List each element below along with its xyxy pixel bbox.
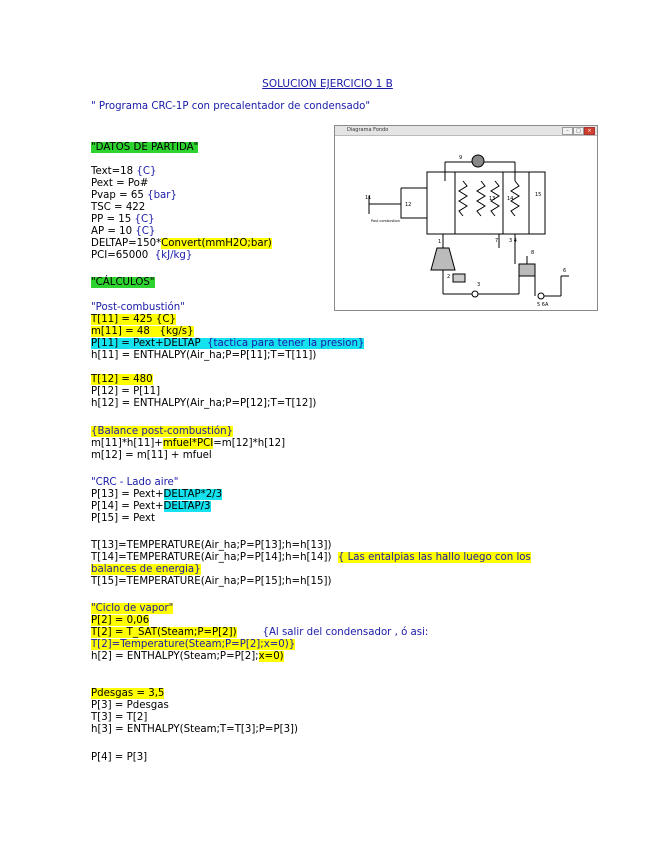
deltap-convert: Convert(mmH2O;bar) [161, 238, 272, 249]
p13-b: DELTAP*2/3 [163, 489, 223, 500]
line-t13: T[13]=TEMPERATURE(Air_ha;P=P[13];h=h[13]) [91, 540, 332, 551]
t2-comment: {Al salir del condensador , ó asi: [236, 627, 429, 638]
pvap-value: Pvap = 65 [91, 190, 148, 201]
balance-text: {Balance post-combustión} [91, 426, 234, 437]
line-h11: h[11] = ENTHALPY(Air_ha;P=P[11];T=T[11]) [91, 350, 317, 361]
calculos-heading: "CÁLCULOS" [91, 277, 155, 288]
t2-text: T[2] = T_SAT(Steam;P=P[2]) [91, 627, 237, 638]
label-34: 3 4 [509, 238, 517, 244]
line-m11 [91, 326, 194, 338]
p13-a: P[13] = Pext+ [91, 489, 164, 500]
line-t2-alt [91, 639, 295, 651]
t11-text: T[11] = 425 {C} [91, 314, 176, 325]
label-11: 11 [365, 195, 372, 201]
p14-a: P[14] = Pext+ [91, 501, 164, 512]
label-9: 9 [459, 155, 463, 161]
m11-text: m[11] = 48 {kg/s} [91, 326, 194, 337]
h2-a: h[2] = ENTHALPY(Steam;P=P[2]; [91, 651, 259, 662]
line-p4: P[4] = P[3] [91, 752, 148, 763]
section-calculos [91, 277, 155, 289]
text-value: Text=18 [91, 166, 137, 177]
pci-unit: {kJ/kg} [154, 250, 193, 261]
label-12: 12 [405, 202, 412, 208]
t14-comment-cont: balances de energia} [91, 564, 201, 575]
line-p15: P[15] = Pext [91, 513, 155, 524]
pdesgas-text: Pdesgas = 3,5 [91, 688, 165, 699]
p11-comment: {tactica para tener la presion} [207, 338, 365, 349]
h2-b: x=0) [258, 651, 284, 662]
ap-value: AP = 10 [91, 226, 136, 237]
label-13: 13 [489, 196, 496, 202]
line-pci [91, 250, 192, 262]
cycle-schematic [335, 136, 597, 311]
line-p13 [91, 489, 222, 501]
line-h12: h[12] = ENTHALPY(Air_ha;P=P[12];T=T[12]) [91, 398, 317, 409]
line-pp [91, 214, 155, 226]
ciclo-text: "Ciclo de vapor" [91, 603, 174, 614]
document-title: SOLUCION EJERCICIO 1 B [262, 78, 393, 90]
line-h2 [91, 651, 284, 663]
ap-unit: {C} [135, 226, 156, 237]
pp-unit: {C} [134, 214, 155, 225]
close-icon[interactable]: × [584, 127, 595, 135]
balance-fuel: mfuel*PCI [162, 438, 214, 449]
line-t15: T[15]=TEMPERATURE(Air_ha;P=P[15];h=h[15]) [91, 576, 332, 587]
balance-c: =m[12]*h[12] [213, 438, 286, 449]
t12-text: T[12] = 480 [91, 374, 153, 385]
pci-value: PCI=65000 [91, 250, 155, 261]
program-comment: " Programa CRC-1P con precalentador de condensado" [91, 101, 371, 112]
minimize-icon[interactable]: – [562, 127, 573, 135]
pvap-unit: {bar} [147, 190, 177, 201]
line-deltap [91, 238, 272, 250]
comment-crc: "CRC - Lado aire" [91, 477, 179, 488]
label-7: 7 [495, 238, 499, 244]
balance-a: m[11]*h[11]+ [91, 438, 163, 449]
comment-post: "Post-combustión" [91, 302, 185, 313]
maximize-icon[interactable]: □ [573, 127, 584, 135]
label-8: 8 [531, 250, 535, 256]
label-6: 6 [563, 268, 567, 274]
comment-balance [91, 426, 233, 438]
datos-heading: "DATOS DE PARTIDA" [91, 142, 199, 153]
diagram-window-title: Diagrama Fondo [347, 127, 389, 133]
line-t14 [91, 552, 531, 564]
line-ap [91, 226, 155, 238]
line-pvap [91, 190, 177, 202]
label-2: 2 [447, 274, 451, 280]
line-m12: m[12] = m[11] + mfuel [91, 450, 212, 461]
line-p2 [91, 615, 149, 627]
line-h3: h[3] = ENTHALPY(Steam;T=T[3];P=P[3]) [91, 724, 299, 735]
t14-comment: { Las entalpias las hallo luego con los [337, 552, 531, 563]
line-t12 [91, 374, 153, 386]
text-unit: {C} [136, 166, 157, 177]
t2-alt-text: T[2]=Temperature(Steam;P=P[2];x=0)} [91, 639, 296, 650]
label-1: 1 [438, 239, 442, 245]
line-balance [91, 438, 285, 450]
comment-ciclo [91, 603, 173, 615]
line-t14-cont [91, 564, 201, 576]
line-p14 [91, 501, 211, 513]
cycle-diagram-window [334, 125, 598, 311]
line-t3: T[3] = T[2] [91, 712, 148, 723]
label-14: 14 [507, 196, 514, 202]
diagram-titlebar [335, 126, 597, 136]
line-pext: Pext = Po# [91, 178, 149, 189]
line-tsc: TSC = 422 [91, 202, 146, 213]
p2-text: P[2] = 0,06 [91, 615, 150, 626]
line-pdesgas [91, 688, 164, 700]
section-datos [91, 142, 198, 154]
line-t2 [91, 627, 428, 639]
p11-text: P[11] = Pext+DELTAP [91, 338, 208, 349]
line-p3: P[3] = Pdesgas [91, 700, 169, 711]
p14-b: DELTAP/3 [163, 501, 211, 512]
line-p12: P[12] = P[11] [91, 386, 161, 397]
line-text [91, 166, 156, 178]
label-5a: 5 6A [537, 302, 549, 308]
label-3: 3 [477, 282, 481, 288]
label-post: Post combustion [371, 219, 400, 223]
label-15: 15 [535, 192, 542, 198]
t14-a: T[14]=TEMPERATURE(Air_ha;P=P[14];h=h[14]) [91, 552, 338, 563]
line-t11 [91, 314, 176, 326]
pp-value: PP = 15 [91, 214, 135, 225]
line-p11 [91, 338, 364, 350]
deltap-value: DELTAP=150* [91, 238, 162, 249]
